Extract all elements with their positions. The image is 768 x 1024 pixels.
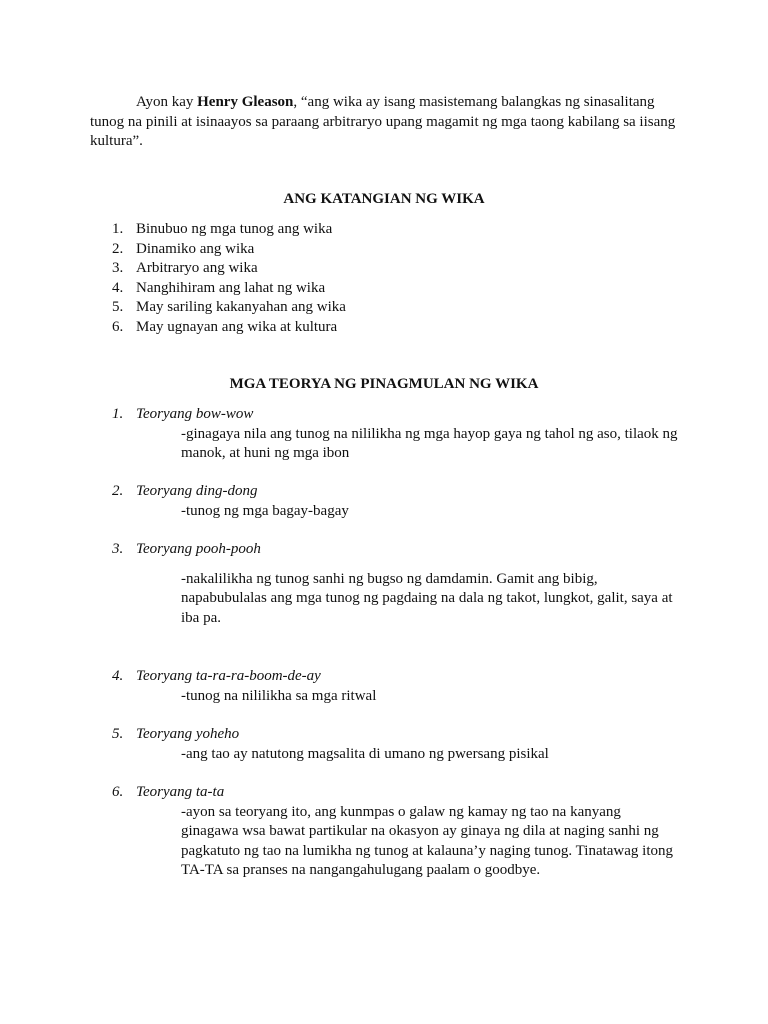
theory-number: 3. (112, 541, 124, 557)
theory-number: 1. (112, 406, 124, 422)
theory-name: Teoryang ta-ta (136, 784, 225, 800)
list-item (90, 318, 690, 338)
list-item-text: Binubuo ng mga tunog ang wika (136, 221, 333, 237)
theory-item-ta-ra-ra-boom-de-ay (90, 667, 690, 704)
theory-item-yoheho (90, 725, 690, 762)
theory-item-pooh-pooh (90, 540, 690, 626)
list-item-number: 6. (112, 318, 124, 335)
theory-description: -ayon sa teoryang ito, ang kunmpas o galaw ng kamay ng tao na kanyang ginagawa wsa bawat partikular na okasyon ay ginaya ng dila at naging sanhi ng pagkatuto ng tao na lumikha ng tunog at kalauna’y naging tunog. Tinatawag itong TA-TA sa pranses na nangangahulugang paalam o goodbye. (181, 803, 674, 878)
theory-title (90, 783, 690, 803)
list-item-number: 5. (112, 299, 124, 315)
list-item-text: Dinamiko ang wika (136, 240, 255, 257)
section-heading-katangian: ANG KATANGIAN NG WIKA (283, 191, 485, 207)
theory-description: -tunog ng mga bagay-bagay (181, 502, 349, 519)
intro-prefix: Ayon kay (136, 94, 198, 110)
theory-title (90, 667, 690, 687)
list-item (90, 279, 690, 299)
theory-description: -tunog na nililikha sa mga ritwal (181, 687, 377, 704)
theory-item-ding-dong (90, 482, 690, 519)
theory-name: Teoryang pooh-pooh (136, 541, 261, 557)
list-item-number: 3. (112, 260, 124, 276)
intro-quote: , “ang wika ay isang masistemang balangkas ng sinasalitang tunog na pinili at isinaayos sa paraang arbitraryo upang magamit ng mga taong kabilang sa iisang kultura”. (90, 94, 676, 149)
list-item-number: 4. (112, 279, 124, 296)
list-item (90, 240, 690, 260)
section-heading-teorya: MGA TEORYA NG PINAGMULAN NG WIKA (229, 376, 539, 392)
list-item (90, 298, 690, 318)
list-item-text: May ugnayan ang wika at kultura (136, 318, 338, 335)
theory-title (90, 540, 690, 560)
katangian-list (90, 220, 690, 337)
theory-title (90, 725, 690, 745)
theory-number: 6. (112, 784, 124, 800)
intro-paragraph (90, 93, 680, 152)
theory-item-ta-ta (90, 783, 690, 878)
theory-title (90, 482, 690, 502)
intro-author-name: Henry Gleason (197, 94, 294, 110)
theory-description: -ang tao ay natutong magsalita di umano ng pwersang pisikal (181, 745, 549, 762)
list-item-number: 1. (112, 221, 124, 237)
theory-number: 5. (112, 726, 124, 742)
list-item (90, 220, 690, 240)
list-item (90, 259, 690, 279)
theory-item-bow-wow (90, 405, 690, 461)
list-item-number: 2. (112, 240, 124, 257)
theory-number: 2. (112, 483, 124, 499)
theory-description: -nakalilikha ng tunog sanhi ng bugso ng damdamin. Gamit ang bibig, napabubulalas ang mga tunog ng pagdaing na dala ng takot, lungkot, galit, saya at iba pa. (181, 570, 673, 626)
list-item-text: May sariling kakanyahan ang wika (136, 299, 346, 315)
theory-title (90, 405, 690, 425)
theory-name: Teoryang ta-ra-ra-boom-de-ay (136, 668, 321, 684)
theory-description: -ginagaya nila ang tunog na nililikha ng mga hayop gaya ng tahol ng aso, tilaok ng manok, at huni ng mga ibon (181, 425, 678, 461)
theory-name: Teoryang bow-wow (136, 406, 254, 422)
theory-number: 4. (112, 668, 124, 684)
theory-name: Teoryang ding-dong (136, 483, 258, 499)
list-item-text: Arbitraryo ang wika (136, 260, 258, 276)
theory-name: Teoryang yoheho (136, 726, 240, 742)
list-item-text: Nanghihiram ang lahat ng wika (136, 279, 326, 296)
